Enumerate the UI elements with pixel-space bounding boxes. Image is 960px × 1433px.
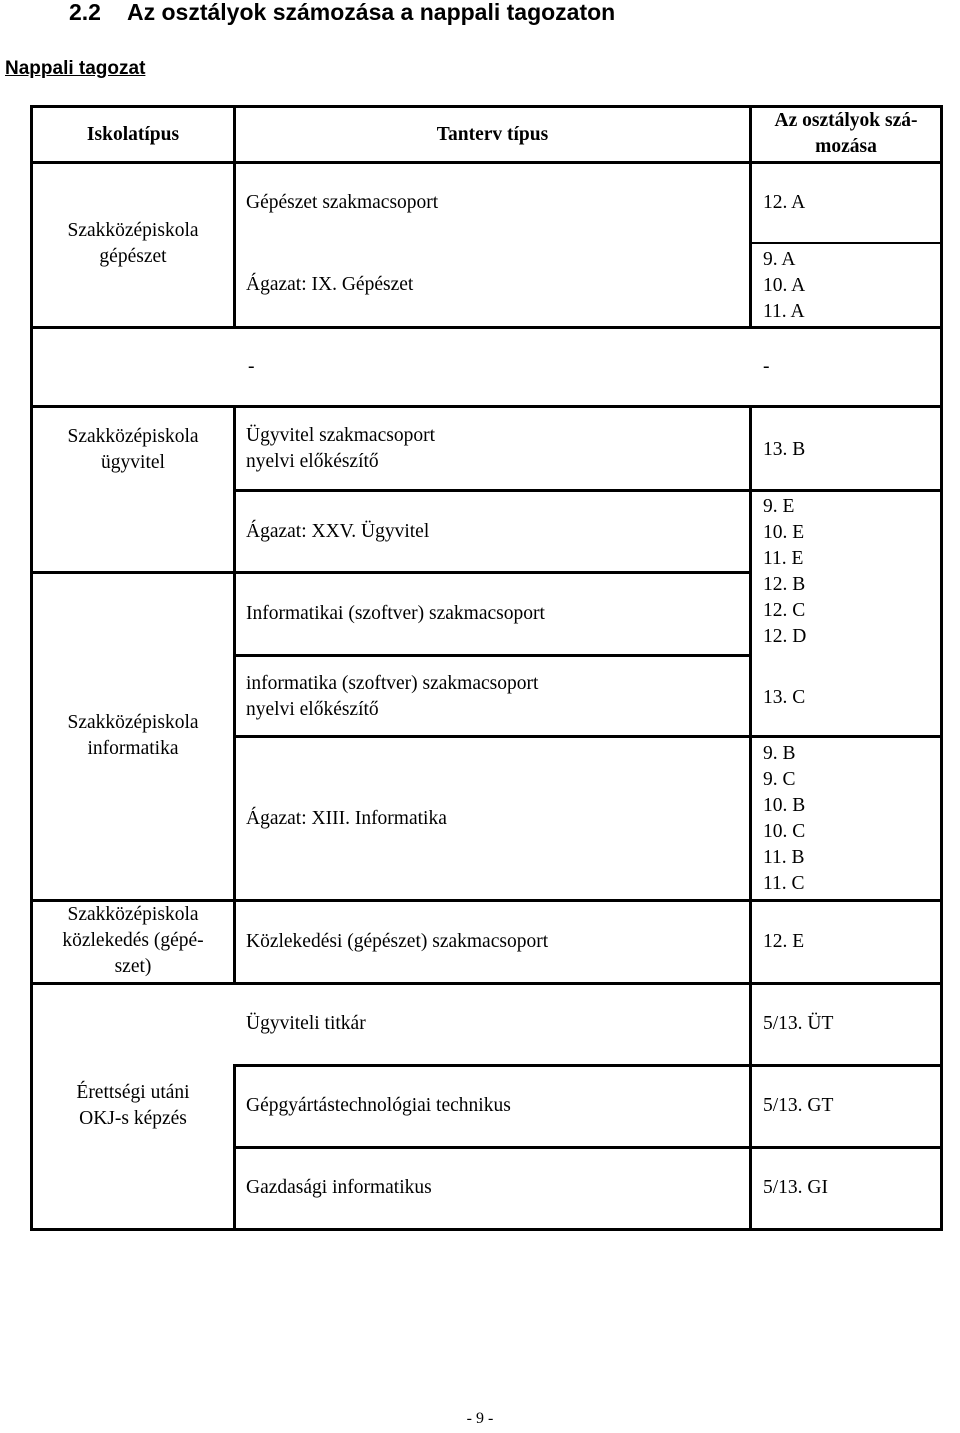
curriculum-kozlekedesi: Közlekedési (gépészet) szakmacsoport [246,931,549,952]
curriculum-informatikai-szakmacsoport: Informatikai (szoftver) szakmacsoport [246,603,545,624]
row-divider [233,1146,943,1149]
header-school-type: Iskolatípus [86,124,180,145]
class-5-13-ut: 5/13. ÜT [763,1013,834,1034]
page-number: - 9 - [466,1410,494,1427]
row-divider [233,654,750,657]
table-border-right [940,105,943,1231]
class-5-13-gi: 5/13. GI [763,1177,828,1198]
table-border-left [30,105,33,1231]
class-numbering-table [30,105,943,1231]
curriculum-ugyvitel-nyelvi: Ügyvitel szakmacsoport nyelvi előkészítő [246,425,435,472]
row-divider [749,242,943,244]
class-dash: - [763,356,770,377]
header-class-numbering: Az osztályok szá- mozása [774,110,918,157]
curriculum-gepgyartas: Gépgyártástechnológiai technikus [246,1095,511,1116]
header-curriculum-type: Tanterv típus [436,124,549,145]
class-13b: 13. B [763,439,806,460]
row-divider [30,982,943,985]
curriculum-gazdasagi: Gazdasági informatikus [246,1177,432,1198]
curriculum-informatika-nyelvi: informatika (szoftver) szakmacsoport nyelvi előkészítő [246,673,539,720]
class-informatika-list: 9. B 9. C 10. B 10. C 11. B 11. C [763,743,806,894]
school-type-informatika: Szakközépiskola informatika [67,712,199,759]
class-12e: 12. E [763,931,805,952]
subheading: Nappali tagozat [5,58,146,79]
curriculum-agazat-ix: Ágazat: IX. Gépészet [246,274,414,295]
row-divider [30,405,943,408]
row-divider [233,1064,943,1067]
curriculum-agazat-xxv: Ágazat: XXV. Ügyvitel [246,521,430,542]
row-divider [30,571,750,574]
row-divider [233,735,943,738]
school-type-erettsegi: Érettségi utáni OKJ-s képzés [76,1082,190,1129]
school-type-ugyvitel: Szakközépiskola ügyvitel [67,426,199,473]
curriculum-dash: - [248,356,255,377]
class-13c: 13. C [763,687,806,708]
section-heading [69,0,615,26]
class-gepeszet-list: 9. A 10. A 11. A [763,249,806,322]
class-ugyvitel-list: 9. E 10. E 11. E 12. B 12. C 12. D [763,496,807,647]
section-title: Az osztályok számozása a nappali tagozaton [127,0,616,25]
row-divider [30,161,943,164]
school-type-gepeszet: Szakközépiskola gépészet [67,220,199,267]
class-12a: 12. A [763,192,806,213]
curriculum-agazat-xiii: Ágazat: XIII. Informatika [246,808,447,829]
col-divider-2 [749,405,752,985]
row-divider [233,489,943,492]
school-type-kozlekedes: Szakközépiskola közlekedés (gépé- szet) [62,904,204,977]
col-divider-1 [233,405,236,985]
table-border-bottom [30,1228,943,1231]
col-divider-2 [749,984,752,1231]
section-number: 2.2 [69,0,101,25]
row-divider [30,326,943,329]
class-5-13-gt: 5/13. GT [763,1095,834,1116]
curriculum-gepeszet-szakmacsoport: Gépészet szakmacsoport [246,192,439,213]
curriculum-ugyviteli-titkar: Ügyviteli titkár [246,1013,366,1034]
